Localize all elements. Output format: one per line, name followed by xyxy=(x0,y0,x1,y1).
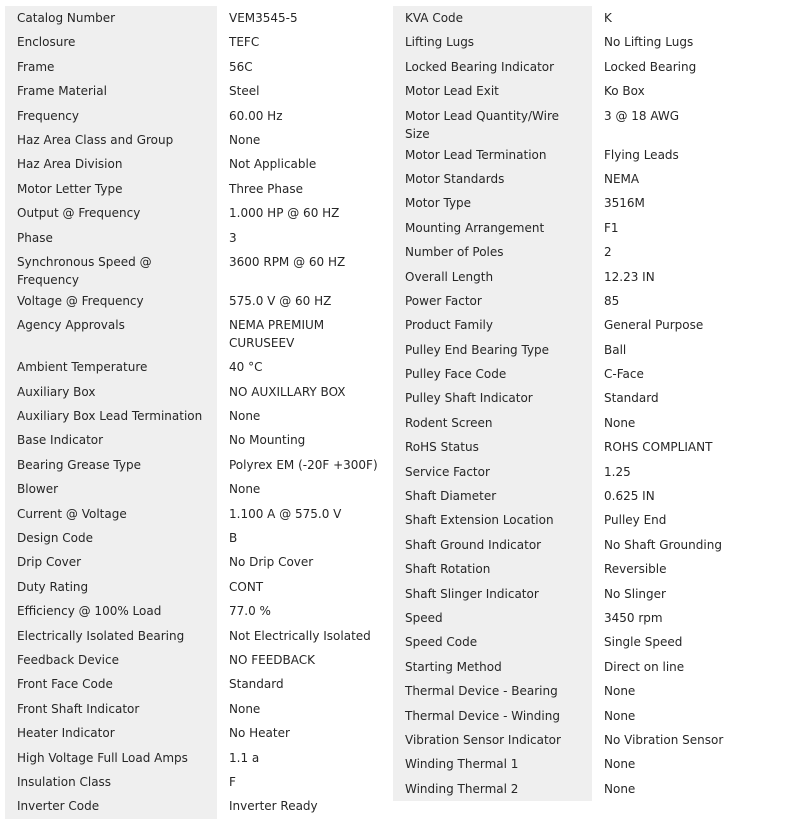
spec-value-text: None xyxy=(229,409,261,424)
spec-label: Motor Lead Quantity/Wire Size xyxy=(393,104,592,143)
spec-row xyxy=(5,355,393,379)
spec-row xyxy=(393,240,781,264)
spec-row xyxy=(393,704,781,728)
spec-value-text: 1.000 HP @ 60 HZ xyxy=(229,206,340,221)
spec-label: Motor Letter Type xyxy=(5,177,217,201)
spec-label: Number of Poles xyxy=(393,240,592,264)
spec-value-text: 3 xyxy=(229,230,237,245)
spec-value-text: CONT xyxy=(229,579,264,594)
spec-value xyxy=(592,191,781,215)
spec-table-right xyxy=(393,6,781,801)
spec-label: Winding Thermal 1 xyxy=(393,752,592,776)
spec-row xyxy=(5,770,393,794)
spec-value xyxy=(217,502,393,526)
spec-value-text: NO FEEDBACK xyxy=(229,652,316,667)
spec-row xyxy=(393,6,781,30)
spec-value xyxy=(217,453,393,477)
spec-row xyxy=(5,250,393,289)
spec-value xyxy=(217,404,393,428)
spec-row xyxy=(5,128,393,152)
spec-value xyxy=(592,216,781,240)
spec-value xyxy=(217,477,393,501)
spec-value xyxy=(592,679,781,703)
spec-label: Starting Method xyxy=(393,655,592,679)
spec-value-text: None xyxy=(604,415,636,430)
spec-row xyxy=(393,752,781,776)
spec-value-text: 12.23 IN xyxy=(604,269,655,284)
spec-value xyxy=(592,362,781,386)
spec-value-text: Not Applicable xyxy=(229,157,317,172)
spec-value-text: Locked Bearing xyxy=(604,59,697,74)
spec-value-text: NEMA PREMIUM xyxy=(229,318,325,333)
spec-value xyxy=(592,411,781,435)
spec-value xyxy=(592,728,781,752)
spec-value-text: 60.00 Hz xyxy=(229,108,283,123)
spec-label: Pulley Shaft Indicator xyxy=(393,386,592,410)
spec-value-text: 1.1 a xyxy=(229,750,260,765)
spec-row xyxy=(5,428,393,452)
spec-value xyxy=(217,380,393,404)
spec-value-text: 3 @ 18 AWG xyxy=(604,108,680,123)
spec-label: Shaft Diameter xyxy=(393,484,592,508)
spec-value-text: None xyxy=(229,482,261,497)
spec-label: Vibration Sensor Indicator xyxy=(393,728,592,752)
spec-row xyxy=(5,697,393,721)
spec-value xyxy=(217,30,393,54)
spec-row xyxy=(393,630,781,654)
spec-value xyxy=(217,672,393,696)
spec-label: Overall Length xyxy=(393,265,592,289)
spec-row xyxy=(393,508,781,532)
spec-label: Speed Code xyxy=(393,630,592,654)
spec-column-left xyxy=(5,6,393,819)
spec-row xyxy=(393,338,781,362)
spec-row xyxy=(5,289,393,313)
spec-value-text: F xyxy=(229,774,236,789)
spec-value xyxy=(592,752,781,776)
spec-value xyxy=(217,313,393,355)
spec-row xyxy=(5,526,393,550)
spec-label: Front Shaft Indicator xyxy=(5,697,217,721)
spec-label: Power Factor xyxy=(393,289,592,313)
spec-value xyxy=(592,240,781,264)
spec-row xyxy=(5,453,393,477)
spec-label: Base Indicator xyxy=(5,428,217,452)
spec-value xyxy=(592,704,781,728)
spec-value xyxy=(592,582,781,606)
spec-row xyxy=(393,606,781,630)
spec-label: Auxiliary Box xyxy=(5,380,217,404)
spec-row xyxy=(393,655,781,679)
spec-value-text: No Lifting Lugs xyxy=(604,35,694,50)
spec-label: Product Family xyxy=(393,313,592,337)
spec-row xyxy=(393,460,781,484)
spec-value-text: Ko Box xyxy=(604,84,645,99)
spec-row xyxy=(5,404,393,428)
spec-row xyxy=(5,201,393,225)
spec-row xyxy=(393,435,781,459)
spec-label: Motor Standards xyxy=(393,167,592,191)
spec-value-text: Standard xyxy=(229,677,284,692)
spec-value-text: F1 xyxy=(604,220,619,235)
spec-value-text: No Vibration Sensor xyxy=(604,732,724,747)
spec-value-text: No Slinger xyxy=(604,586,666,601)
spec-row xyxy=(5,746,393,770)
spec-value xyxy=(217,624,393,648)
spec-label: Shaft Rotation xyxy=(393,557,592,581)
spec-value-text: Ball xyxy=(604,342,627,357)
spec-value-text: NEMA xyxy=(604,171,640,186)
spec-label: Heater Indicator xyxy=(5,721,217,745)
spec-label: Haz Area Division xyxy=(5,152,217,176)
spec-value xyxy=(592,79,781,103)
spec-value xyxy=(592,167,781,191)
spec-row xyxy=(393,216,781,240)
spec-label: High Voltage Full Load Amps xyxy=(5,746,217,770)
spec-label: Speed xyxy=(393,606,592,630)
spec-value-text: None xyxy=(229,132,261,147)
spec-value xyxy=(592,55,781,79)
spec-value xyxy=(592,6,781,30)
spec-label: Rodent Screen xyxy=(393,411,592,435)
spec-label: Frame xyxy=(5,55,217,79)
spec-label: Blower xyxy=(5,477,217,501)
spec-value xyxy=(592,777,781,801)
spec-label: Phase xyxy=(5,226,217,250)
spec-value-text: TEFC xyxy=(229,35,260,50)
spec-value xyxy=(217,250,393,289)
spec-label: Drip Cover xyxy=(5,550,217,574)
spec-value-text: Single Speed xyxy=(604,635,683,650)
spec-row xyxy=(393,777,781,801)
spec-row xyxy=(393,143,781,167)
spec-label: Motor Type xyxy=(393,191,592,215)
spec-row xyxy=(5,721,393,745)
spec-row xyxy=(393,265,781,289)
spec-value-text: ROHS COMPLIANT xyxy=(604,440,713,455)
spec-value xyxy=(592,484,781,508)
spec-value-text: Inverter Ready xyxy=(229,799,318,814)
spec-label: Ambient Temperature xyxy=(5,355,217,379)
spec-label: Duty Rating xyxy=(5,575,217,599)
spec-row xyxy=(393,79,781,103)
spec-row xyxy=(393,104,781,143)
spec-row xyxy=(5,794,393,818)
spec-value xyxy=(217,152,393,176)
spec-row xyxy=(393,411,781,435)
spec-value xyxy=(592,557,781,581)
spec-value xyxy=(592,104,781,143)
spec-row xyxy=(5,575,393,599)
spec-row xyxy=(5,313,393,355)
spec-value-text: No Heater xyxy=(229,726,290,741)
spec-value xyxy=(217,721,393,745)
spec-column-right xyxy=(393,6,781,801)
spec-label: KVA Code xyxy=(393,6,592,30)
spec-value-text: Three Phase xyxy=(229,181,304,196)
spec-value xyxy=(592,435,781,459)
spec-label: Lifting Lugs xyxy=(393,30,592,54)
spec-row xyxy=(5,226,393,250)
spec-value-text: None xyxy=(604,684,636,699)
spec-value-text-line2: CURUSEEV xyxy=(229,336,295,351)
spec-value-text: 3516M xyxy=(604,196,645,211)
spec-label: Haz Area Class and Group xyxy=(5,128,217,152)
spec-value xyxy=(592,508,781,532)
spec-row xyxy=(393,289,781,313)
spec-label: Agency Approvals xyxy=(5,313,217,355)
spec-label: Mounting Arrangement xyxy=(393,216,592,240)
spec-label: Pulley End Bearing Type xyxy=(393,338,592,362)
spec-label: Motor Lead Exit xyxy=(393,79,592,103)
spec-value xyxy=(592,143,781,167)
spec-value-text: Direct on line xyxy=(604,659,685,674)
spec-row xyxy=(393,533,781,557)
spec-row xyxy=(5,550,393,574)
spec-row xyxy=(393,191,781,215)
spec-value xyxy=(217,6,393,30)
spec-value-text: K xyxy=(604,11,612,25)
spec-value xyxy=(592,606,781,630)
spec-value xyxy=(592,630,781,654)
spec-label: Electrically Isolated Bearing xyxy=(5,624,217,648)
spec-value-text: NO AUXILLARY BOX xyxy=(229,384,346,399)
spec-value xyxy=(217,104,393,128)
spec-label: Current @ Voltage xyxy=(5,502,217,526)
spec-row xyxy=(5,104,393,128)
spec-value xyxy=(217,697,393,721)
spec-value-text: C-Face xyxy=(604,367,644,382)
spec-row xyxy=(5,502,393,526)
spec-label: Shaft Ground Indicator xyxy=(393,533,592,557)
spec-value-text: 40 °C xyxy=(229,360,263,375)
spec-value xyxy=(217,770,393,794)
spec-value-text: No Shaft Grounding xyxy=(604,537,722,552)
spec-value xyxy=(592,265,781,289)
spec-value xyxy=(217,428,393,452)
spec-label: Output @ Frequency xyxy=(5,201,217,225)
spec-row xyxy=(5,177,393,201)
spec-row xyxy=(393,582,781,606)
spec-value-text: Polyrex EM (-20F +300F) xyxy=(229,457,378,472)
spec-value-text: None xyxy=(604,781,636,796)
spec-value-text: None xyxy=(604,757,636,772)
spec-row xyxy=(393,30,781,54)
spec-value xyxy=(592,533,781,557)
spec-label: Motor Lead Termination xyxy=(393,143,592,167)
spec-label: Winding Thermal 2 xyxy=(393,777,592,801)
spec-value-text: None xyxy=(604,708,636,723)
spec-label: Design Code xyxy=(5,526,217,550)
spec-label: RoHS Status xyxy=(393,435,592,459)
spec-value xyxy=(217,599,393,623)
spec-value xyxy=(217,526,393,550)
spec-label: Service Factor xyxy=(393,460,592,484)
spec-label: Frequency xyxy=(5,104,217,128)
spec-value xyxy=(592,655,781,679)
spec-value xyxy=(217,79,393,103)
spec-row xyxy=(5,30,393,54)
spec-value xyxy=(217,575,393,599)
spec-row xyxy=(5,599,393,623)
spec-value xyxy=(592,313,781,337)
spec-label: Pulley Face Code xyxy=(393,362,592,386)
spec-value-text: 575.0 V @ 60 HZ xyxy=(229,293,332,308)
spec-value xyxy=(592,386,781,410)
spec-value-text: B xyxy=(229,531,238,546)
spec-label: Locked Bearing Indicator xyxy=(393,55,592,79)
spec-label: Auxiliary Box Lead Termination xyxy=(5,404,217,428)
spec-value-text: None xyxy=(229,701,261,716)
spec-label: Frame Material xyxy=(5,79,217,103)
spec-label: Shaft Slinger Indicator xyxy=(393,582,592,606)
spec-row xyxy=(5,55,393,79)
spec-value-text: 85 xyxy=(604,293,620,308)
spec-value-text: Reversible xyxy=(604,562,667,577)
spec-value xyxy=(217,55,393,79)
spec-row xyxy=(393,362,781,386)
spec-value-text: Pulley End xyxy=(604,513,667,528)
spec-value-text: General Purpose xyxy=(604,318,704,333)
spec-row xyxy=(393,557,781,581)
spec-value-text: 1.100 A @ 575.0 V xyxy=(229,506,342,521)
spec-row xyxy=(5,672,393,696)
spec-value-text: VEM3545-5 xyxy=(229,11,298,25)
spec-value-text: 2 xyxy=(604,245,612,260)
spec-label: Voltage @ Frequency xyxy=(5,289,217,313)
spec-label: Shaft Extension Location xyxy=(393,508,592,532)
spec-value xyxy=(217,177,393,201)
spec-value xyxy=(592,289,781,313)
spec-value-text: 3450 rpm xyxy=(604,610,663,625)
spec-row xyxy=(5,624,393,648)
spec-row xyxy=(5,6,393,30)
spec-label: Efficiency @ 100% Load xyxy=(5,599,217,623)
spec-label: Enclosure xyxy=(5,30,217,54)
spec-value xyxy=(217,746,393,770)
spec-value xyxy=(592,338,781,362)
spec-value-text: Standard xyxy=(604,391,659,406)
spec-value-text: 3600 RPM @ 60 HZ xyxy=(229,254,346,269)
spec-value-text: 56C xyxy=(229,59,253,74)
spec-value xyxy=(592,30,781,54)
spec-label: Front Face Code xyxy=(5,672,217,696)
spec-row xyxy=(393,386,781,410)
spec-value-text: Flying Leads xyxy=(604,147,679,162)
spec-label: Insulation Class xyxy=(5,770,217,794)
spec-value xyxy=(217,226,393,250)
spec-value-text: 0.625 IN xyxy=(604,489,655,504)
spec-value xyxy=(217,355,393,379)
spec-row xyxy=(393,728,781,752)
spec-row xyxy=(5,648,393,672)
spec-value-text: No Drip Cover xyxy=(229,555,314,570)
spec-row xyxy=(5,152,393,176)
spec-row xyxy=(5,477,393,501)
spec-value-text: No Mounting xyxy=(229,433,306,448)
spec-value xyxy=(217,201,393,225)
spec-row xyxy=(5,380,393,404)
spec-value-text: 1.25 xyxy=(604,464,631,479)
spec-label: Thermal Device - Winding xyxy=(393,704,592,728)
spec-label: Bearing Grease Type xyxy=(5,453,217,477)
spec-value-text: 77.0 % xyxy=(229,604,271,619)
spec-value xyxy=(217,289,393,313)
spec-row xyxy=(393,484,781,508)
spec-value xyxy=(217,128,393,152)
spec-table-left xyxy=(5,6,393,819)
spec-value xyxy=(217,550,393,574)
spec-label: Catalog Number xyxy=(5,6,217,30)
spec-row xyxy=(393,167,781,191)
spec-row xyxy=(393,679,781,703)
spec-row xyxy=(5,79,393,103)
spec-row xyxy=(393,55,781,79)
spec-value-text: Steel xyxy=(229,84,260,99)
spec-label: Thermal Device - Bearing xyxy=(393,679,592,703)
spec-label: Feedback Device xyxy=(5,648,217,672)
spec-label: Synchronous Speed @ Frequency xyxy=(5,250,217,289)
spec-label: Inverter Code xyxy=(5,794,217,818)
spec-row xyxy=(393,313,781,337)
spec-value-text: Not Electrically Isolated xyxy=(229,628,371,643)
spec-value xyxy=(592,460,781,484)
spec-value xyxy=(217,648,393,672)
spec-value xyxy=(217,794,393,818)
